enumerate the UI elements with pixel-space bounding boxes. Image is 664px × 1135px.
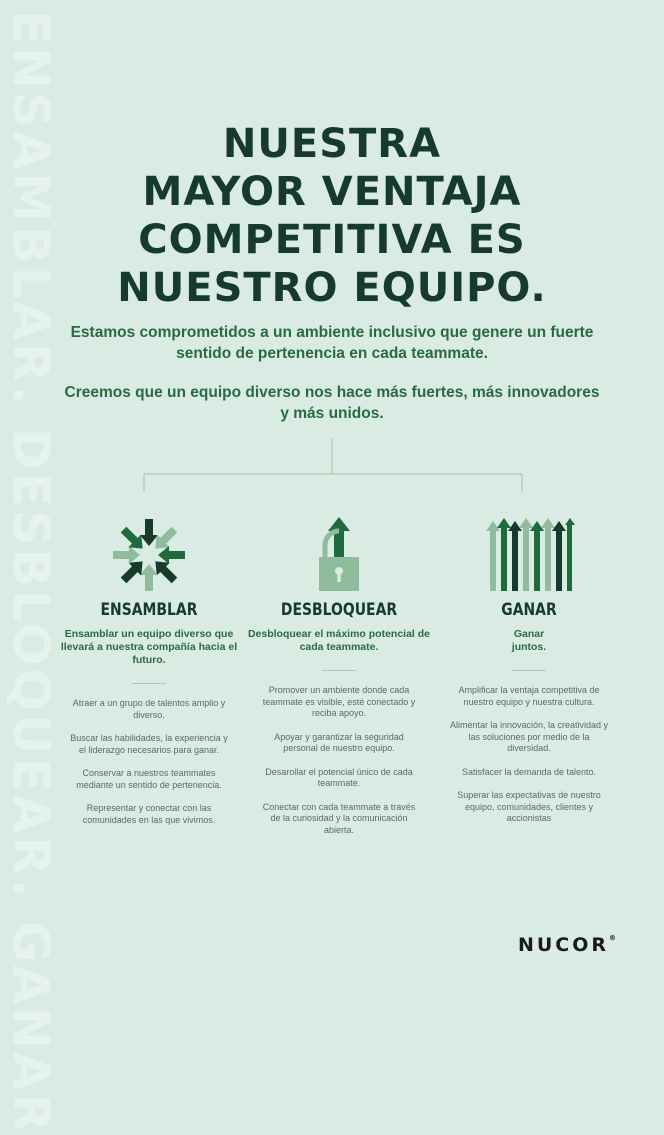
- list-item: Representar y conectar con las comunidades en las que vivimos.: [82, 803, 216, 825]
- list-item: Alimentar la innovación, la creatividad y las soluciones por medio de la diversidad.: [449, 720, 609, 753]
- headline-line: MAYOR VENTAJA: [142, 169, 522, 215]
- list-item: Buscar las habilidades, la experiencia y el liderazgo necesarios para ganar.: [70, 733, 228, 755]
- headline-line: NUESTRO EQUIPO.: [117, 265, 547, 311]
- list-item: Desarollar el potencial único de cada teammate.: [265, 766, 413, 788]
- list-item: Conservar a nuestros teammates mediante un sentido de pertenencia.: [76, 768, 222, 790]
- column-title: DESBLOQUEAR: [280, 600, 398, 620]
- bullet-list: [244, 685, 434, 836]
- nucor-logo: [518, 934, 616, 956]
- column-desbloquear: [244, 515, 434, 848]
- list-item: Superar las expectativas de nuestro equipo, comunidades, clientes y accionistas: [457, 790, 601, 823]
- bullet-list: [54, 698, 244, 826]
- headline: [0, 120, 664, 312]
- arrows-converging-icon: [54, 515, 244, 595]
- divider: [322, 670, 356, 671]
- headline-line: NUESTRA: [222, 121, 442, 167]
- column-subtitle: Ensamblar un equipo diverso que llevará a nuestra compañía hacia el futuro.: [60, 628, 238, 666]
- list-item: Conectar con cada teammate a través de la curiosidad y la comunicación abierta.: [262, 801, 416, 835]
- column-ensamblar: [54, 515, 244, 838]
- unlock-icon: [244, 515, 434, 595]
- column-ganar: [434, 515, 624, 837]
- intro-paragraph-2: Creemos que un equipo diverso nos hace más fuertes, más innovadores y más unidos.: [64, 384, 600, 422]
- vertical-watermark: ENSAMBLAR. DESBLOQUEAR. GANAR: [2, 10, 60, 1135]
- column-subtitle: Ganar juntos.: [511, 628, 547, 653]
- divider: [132, 683, 166, 684]
- list-item: Apoyar y garantizar la seguridad personal de nuestro equipo.: [274, 731, 404, 753]
- registered-mark: ®: [609, 934, 616, 942]
- list-item: Amplificar la ventaja competitiva de nuestro equipo y nuestra cultura.: [458, 685, 600, 707]
- divider: [512, 670, 546, 671]
- logo-text: NUCOR: [517, 934, 609, 956]
- column-title: ENSAMBLAR: [100, 600, 198, 620]
- connector-lines: [0, 438, 664, 494]
- bullet-list: [434, 685, 624, 825]
- headline-line: COMPETITIVA ES: [138, 217, 526, 263]
- intro-paragraph-1: Estamos comprometidos a un ambiente inclusivo que genere un fuerte sentido de pertenencia en cada teammate.: [70, 324, 594, 362]
- column-title: GANAR: [501, 600, 557, 620]
- list-item: Satisfacer la demanda de talento.: [461, 766, 597, 777]
- column-subtitle: Desbloquear el máximo potencial de cada teammate.: [247, 628, 431, 653]
- list-item: Promover un ambiente donde cada teammate es visible, esté conectado y reciba apoyo.: [262, 685, 416, 718]
- up-arrows-icon: [434, 515, 624, 595]
- list-item: Atraer a un grupo de talentos amplio y diverso.: [72, 698, 226, 720]
